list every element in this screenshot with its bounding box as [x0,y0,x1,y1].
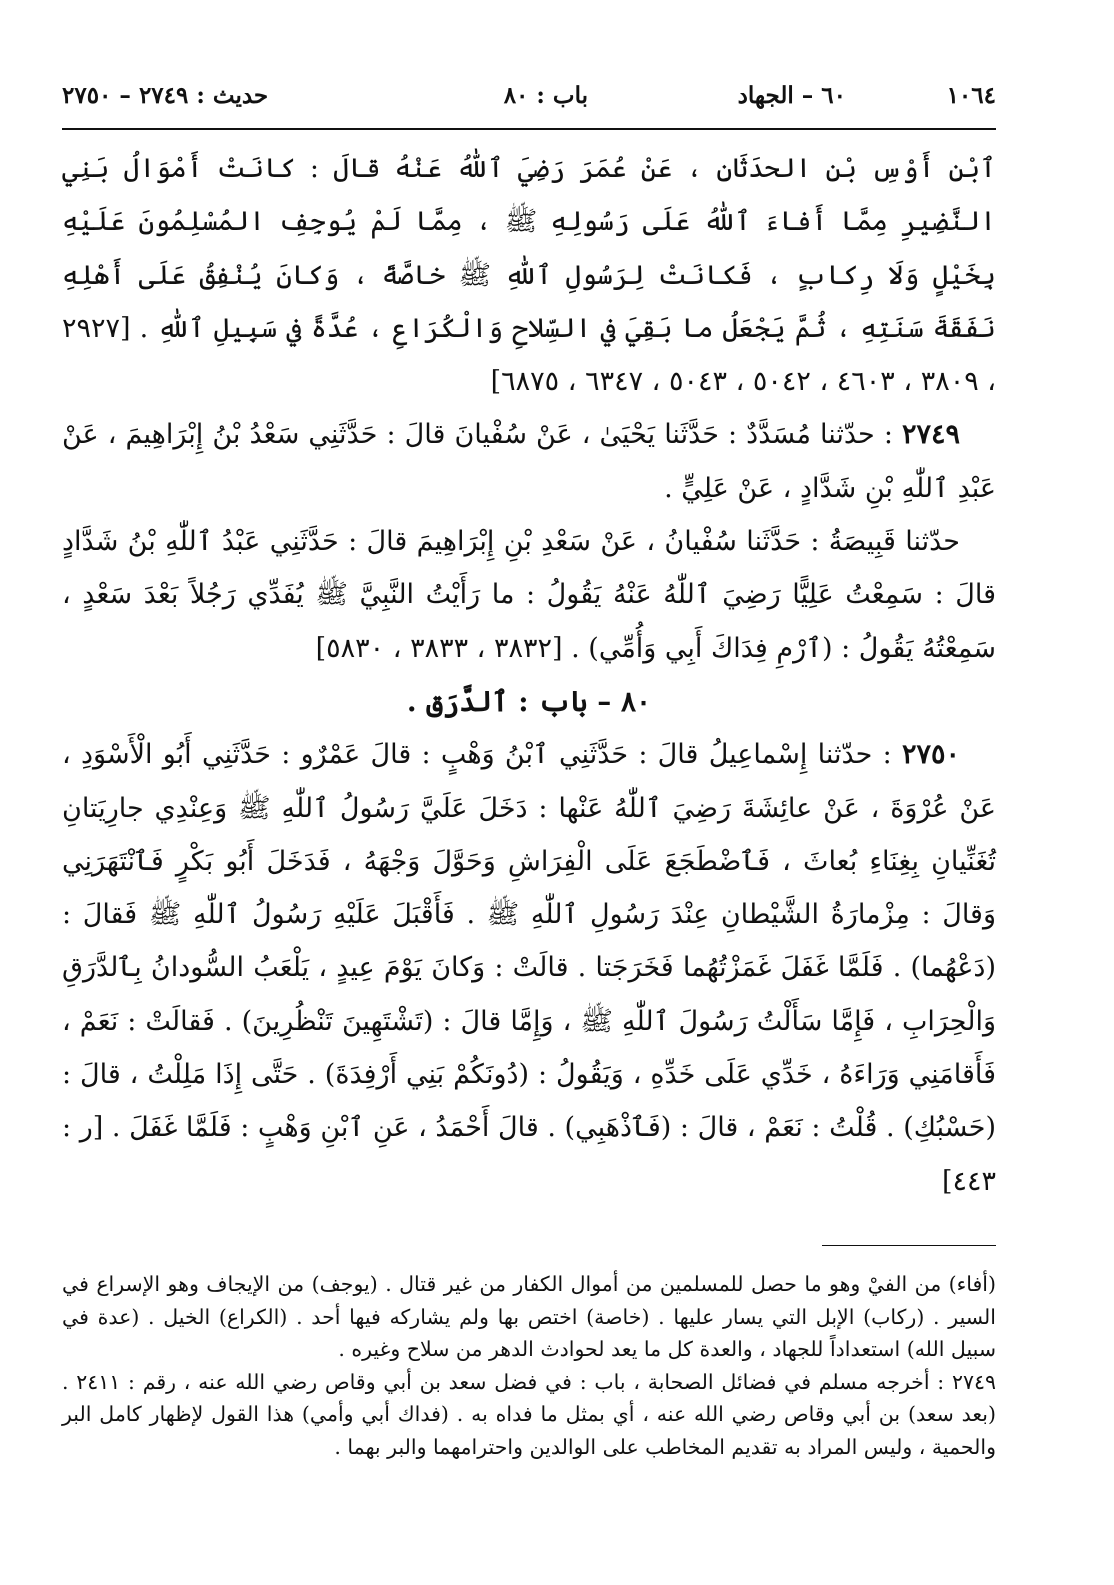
hadith-number: ٢٧٤٩ [901,419,960,451]
hadith-2750 [62,728,996,1208]
footnote-2749: ٢٧٤٩ : أخرجه مسلم في فضائل الصحابة ، باب : في فضل سعد بن أبي وقاص رضي الله عنه ، رقم : ٢٤١١ . (بعد سعد) بن أبي وقاص رضي الله عنه ، أي بمثل ما فداه به . (فداك أبي وأمي) هذا القول لإظهار كامل البر والحمية ، وليس المراد به تقديم المخاطب على الوالدين واحترامهما والبر بهما . [62,1369,997,1459]
page-number: ١٠٦٤ [946,82,996,109]
chapter-label: باب : ٨٠ [503,82,588,109]
chapter-heading: ٨٠ – باب : ٱلدَّرَق . [406,684,652,718]
paragraph-continued: ٱبْنِ أَوْسِ بْنِ الحدَثَانِ ، عَنْ عُمَرَ رَضِيَ ٱللّٰهُ عَنْهُ قالَ : كانَتْ أَمْوَالُ بَنِي النَّضِيرِ مِمَّا أَفاءَ ٱللّٰهُ عَلَى رَسُولِهِ ﷺ ، مِمَّا لَمْ يُوجِفِ المُسْلِمُونَ عَلَيْهِ بِخَيْلٍ وَلَا رِكابٍ ، فَكانَتْ لِرَسُولِ ٱللّٰهِ ﷺ خاصَّةً ، وَكانَ يُنْفِقُ عَلَى أَهْلِهِ نَفَقَةَ سَنَتِهِ ، ثُمَّ يَجْعَلُ ما بَقِيَ في السِّلاحِ وَالْكُرَاعِ ، عُدَّةً في سَبِيلِ ٱللّٰهِ . [٢٩٢٧ ، ٣٨٠٩ ، ٤٦٠٣ ، ٥٠٤٢ ، ٥٠٤٣ ، ٦٣٤٧ ، ٦٨٧٥] [62,153,996,398]
footnote-divider [822,1245,996,1246]
footnote-glossary: (أفاء) من الفيْ وهو ما حصل للمسلمين من أموال الكفار من غير قتال . (يوجف) من الإيجاف وهو الإسراع في السير . (ركاب) الإبل التي يسار عليها . (خاصة) اختص بها ولم يشاركه فيها أحد . (الكراع) الخيل . (عدة في سبيل الله) استعداداً للجهاد ، والعدة كل ما يعد لحوادث الدهر من سلاح وغيره . [62,1272,996,1362]
hadith-2749 [62,408,996,515]
header-divider [62,128,996,130]
running-header [62,82,996,118]
footnotes [62,1268,996,1464]
paragraph-qabisa: حدّثنا قَبِيصَةُ : حَدَّثَنا سُفْيانُ ، عَنْ سَعْدِ بْنِ إِبْرَاهِيمَ قالَ : حَدَّثَنِي عَبْدُ ٱللّٰهِ بْنُ شَدَّادٍ قالَ : سَمِعْتُ عَلِيًّا رَضِيَ ٱللّٰهُ عَنْهُ يَقُولُ : ما رَأَيْتُ النَّبِيَّ ﷺ يُفَدِّي رَجُلاً بَعْدَ سَعْدٍ ، سَمِعْتُهُ يَقُولُ : (ٱرْمِ فِدَاكَ أَبِي وَأُمِّي) . [٣٨٣٢ ، ٣٨٣٣ ، ٥٨٣٠] [62,526,996,664]
hadith-text: : حدّثنا إِسْماعِيلُ قالَ : حَدَّثَنِي ٱبْنُ وَهْبٍ : قالَ عَمْرٌو : حَدَّثَنِي أَبُو الْأَسْوَدِ ، عَنْ عُرْوَةَ ، عَنْ عائِشَةَ رَضِيَ ٱللّٰهُ عَنْها : دَخَلَ عَلَيَّ رَسُولُ ٱللّٰهِ ﷺ وَعِنْدِي جارِيَتانِ تُغَنِّيانِ بِغِنَاءِ بُعاثَ ، فَٱضْطَجَعَ عَلَى الْفِرَاشِ وَحَوَّلَ وَجْهَهُ ، فَدَخَلَ أَبُو بَكْرٍ فَٱنْتَهَرَنِي وَقالَ : مِزْمارَةُ الشَّيْطانِ عِنْدَ رَسُولِ ٱللّٰهِ ﷺ . فَأَقْبَلَ عَلَيْهِ رَسُولُ ٱللّٰهِ ﷺ فَقالَ : (دَعْهُما) . فَلَمَّا غَفَلَ غَمَزْتُهُما فَخَرَجَتا . قالَتْ : وَكانَ يَوْمَ عِيدٍ ، يَلْعَبُ السُّودانُ بِٱلدَّرَقِ وَالْحِرَابِ ، فَإِمَّا سَأَلْتُ رَسُولَ ٱللّٰهِ ﷺ ، وَإِمَّا قالَ : (تَشْتَهِينَ تَنْظُرِينَ) . فَقالَتْ : نَعَمْ ، فَأَقامَنِي وَرَاءَهُ ، خَدِّي عَلَى خَدِّهِ ، وَيَقُولُ : (دُونَكُمْ بَنِي أَرْفِدَةَ) . حَتَّى إِذَا مَلِلْتُ ، قالَ : (حَسْبُكِ) . قُلْتُ : نَعَمْ ، قالَ : (فَٱذْهَبِي) . قالَ أَحْمَدُ ، عَنِ ٱبْنِ وَهْبٍ : فَلَمَّا غَفَلَ . [ر : ٤٤٣] [62,739,996,1197]
book-title: ٦٠ – الجهاد [737,82,846,109]
hadith-text: : حدّثنا مُسَدَّدٌ : حَدَّثَنا يَحْيَىٰ ، عَنْ سُفْيانَ قالَ : حَدَّثَنِي سَعْدُ بْنُ إِبْرَاهِيمَ ، عَنْ عَبْدِ ٱللّٰهِ بْنِ شَدَّادٍ ، عَنْ عَلِيٍّ . [62,419,996,504]
main-text [62,142,996,1208]
hadith-number: ٢٧٥٠ [901,739,960,771]
hadith-range: حديث : ٢٧٤٩ – ٢٧٥٠ [62,82,269,109]
